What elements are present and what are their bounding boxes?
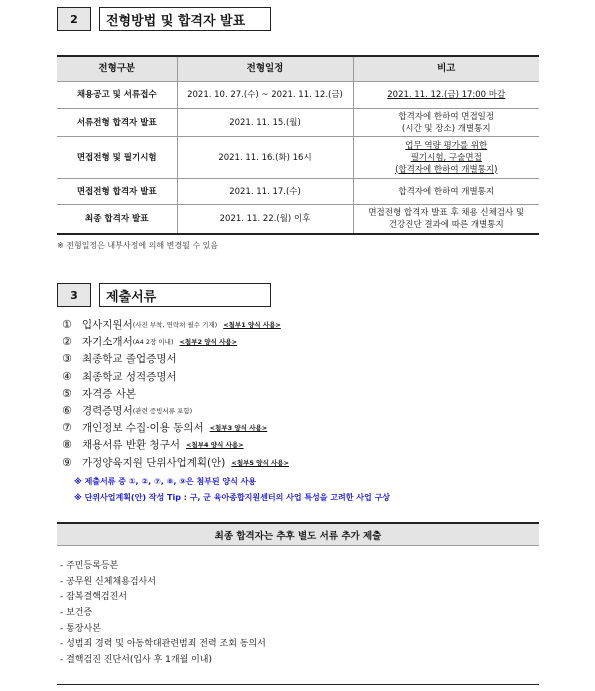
list-item: - 주민등록등본: [60, 561, 119, 572]
document-name: 자기소개서: [82, 336, 133, 349]
note-line: 건강진단 결과에 따른 개별통지: [388, 219, 504, 230]
list-item: [62, 368, 289, 385]
table-row: [57, 137, 539, 179]
row-date: 2021. 10. 27.(수) ~ 2021. 11. 12.(금): [177, 82, 353, 109]
note-line: 필기시험, 구술면접: [410, 152, 482, 163]
list-item: [62, 419, 289, 436]
row-category: 서류전형 합격자 발표: [57, 109, 177, 137]
final-documents-list: [60, 557, 266, 666]
list-item: - 공무원 신체채용검사서: [60, 576, 156, 587]
final-documents-header: 최종 합격자는 추후 별도 서류 추가 제출: [57, 522, 539, 546]
table-row: [57, 179, 539, 205]
list-item: - 보건증: [60, 608, 93, 619]
table-row: [57, 82, 539, 109]
row-date: 2021. 11. 22.(월) 이후: [177, 205, 353, 234]
document-name: 자격증 사본: [82, 387, 137, 400]
row-note: [353, 205, 539, 234]
item-number: ⑨: [62, 455, 72, 469]
section-number: 3: [57, 283, 91, 307]
section-3-header: [57, 283, 271, 307]
section-number: 2: [57, 7, 91, 31]
row-date: 2021. 11. 17.(수): [177, 179, 353, 205]
list-item: [62, 333, 289, 350]
document-detail: (관련 증빙서류 포함): [132, 407, 193, 416]
note-line: 업무 역량 평가를 위한: [405, 140, 488, 151]
note-line: 면접전형 합격자 발표 후 채용 신체검사 및: [368, 207, 525, 218]
item-number: ②: [62, 335, 72, 349]
row-category: 최종 합격자 발표: [57, 205, 177, 234]
document-name: 채용서류 반환 청구서: [82, 439, 180, 452]
schedule-table: [57, 55, 539, 235]
item-number: ①: [62, 318, 72, 332]
attachment-label: <첨부1 양식 사용>: [223, 321, 281, 330]
item-number: ⑥: [62, 404, 72, 418]
item-number: ⑧: [62, 438, 72, 452]
row-note: 합격자에 한하여 개별통지: [353, 179, 539, 205]
list-item: [62, 316, 289, 333]
list-item: - 잠복결핵검진서: [60, 592, 127, 603]
list-item: - 성범죄 경력 및 아동학대관련범죄 전력 조회 동의서: [60, 639, 266, 650]
table-header-row: [57, 56, 539, 82]
row-note: [353, 82, 539, 109]
list-item: [62, 350, 289, 367]
section-title: 전형방법 및 합격자 발표: [99, 7, 271, 31]
item-number: ⑦: [62, 421, 72, 435]
document-name: 개인정보 수집·이용 동의서: [82, 422, 204, 435]
column-header: 전형구분: [57, 56, 177, 82]
document-detail: (A4 2장 이내): [132, 338, 174, 347]
document-name: 경력증명서: [82, 405, 133, 418]
document-list: [62, 316, 289, 471]
document-name: 최종학교 성적증명서: [82, 370, 177, 383]
note-line: 합격자에 한하여 면접일정: [398, 111, 495, 122]
column-header: 비고: [353, 56, 539, 82]
item-number: ③: [62, 352, 72, 366]
section-2-header: [57, 7, 271, 31]
document-name: 최종학교 졸업증명서: [82, 353, 177, 366]
attachment-label: <첨부2 양식 사용>: [179, 338, 238, 347]
writing-tip-note: ※ 단위사업계획(안) 작성 Tip : 구, 군 육아종합지원센터의 사업 특성을 고려한 사업 구상: [74, 493, 390, 502]
column-header: 전형일정: [177, 56, 353, 82]
note-line: (합격자에 한하여 개별통지): [395, 164, 498, 175]
row-category: 면접전형 및 필기시험: [57, 137, 177, 179]
table-row: [57, 205, 539, 234]
document-name: 가정양육지원 단위사업계획(안): [82, 456, 226, 469]
note-line: (시간 및 장소) 개별통지: [401, 123, 491, 134]
attachment-label: <첨부3 양식 사용>: [209, 424, 268, 433]
list-item: - 결핵검진 진단서(입사 후 1개월 이내): [60, 654, 213, 665]
bottom-divider: [57, 684, 539, 685]
table-row: [57, 109, 539, 137]
row-category: 면접전형 합격자 발표: [57, 179, 177, 205]
row-date: 2021. 11. 16.(화) 16시: [177, 137, 353, 179]
list-item: [62, 402, 289, 419]
row-date: 2021. 11. 15.(월): [177, 109, 353, 137]
item-number: ⑤: [62, 386, 72, 400]
list-item: [62, 436, 289, 453]
list-item: [62, 385, 289, 402]
section-title: 제출서류: [99, 283, 271, 307]
item-number: ④: [62, 369, 72, 383]
note-line: 2021. 11. 12.(금) 17:00 마감: [387, 90, 506, 100]
attachment-label: <첨부4 양식 사용>: [185, 441, 244, 450]
list-item: [62, 454, 289, 471]
attachment-label: <첨부5 양식 사용>: [231, 458, 290, 467]
document-detail: (사진 부착, 연락처 필수 기재): [132, 321, 218, 330]
row-note: [353, 109, 539, 137]
document-name: 입사지원서: [82, 319, 133, 332]
row-category: 채용공고 및 서류접수: [57, 82, 177, 109]
schedule-footnote: ※ 전형일정은 내부사정에 의해 변경될 수 있음: [57, 241, 219, 250]
submission-note: ※ 제출서류 중 ①, ②, ⑦, ⑧, ⑨은 첨부된 양식 사용: [74, 477, 257, 486]
row-note: [353, 137, 539, 179]
list-item: - 통장사본: [60, 623, 101, 634]
